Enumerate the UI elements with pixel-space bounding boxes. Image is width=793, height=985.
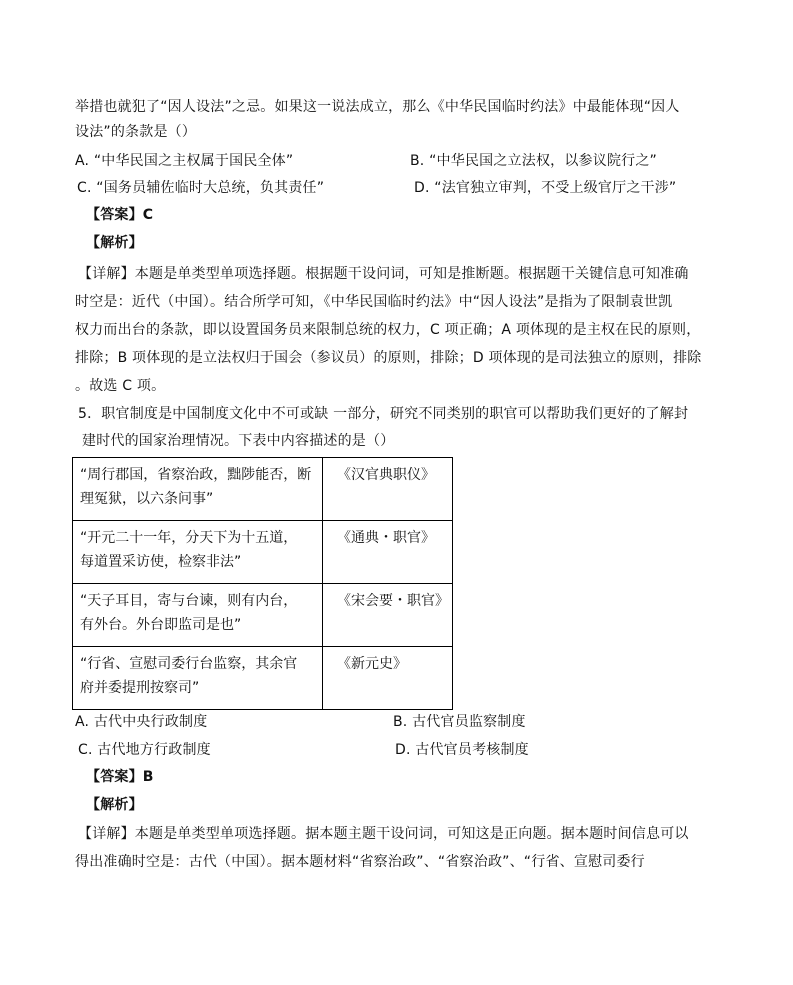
table-cell-source: 《通典・职官》 [323,521,453,584]
q4-detail-line: 权力而出台的条款，即以设置国务员来限制总统的权力，C 项正确；A 项体现的是主权在民的原则， [75,322,701,338]
q4-option-d: D. “法官独立审判，不受上级官厅之干涉” [414,180,677,196]
q4-detail-line: 时空是：近代（中国）。结合所学可知，《中华民国临时约法》中“因人设法”是指为了限制袁世凯 [75,294,673,310]
q5-detail-line: 【详解】本题是单类型单项选择题。据本题主题干设问词，可知这是正向题。据本题时间信息可以 [78,826,689,842]
q5-analysis-label: 【解析】 [86,797,143,813]
q5-option-d: D. 古代官员考核制度 [395,742,529,758]
q4-stem-line1: 举措也就犯了“因人设法”之忌。如果这一说法成立，那么《中华民国临时约法》中最能体现“因人 [75,99,680,115]
quote-line: 每道置采访使，检察非法” [80,554,242,570]
q5-detail-line: 得出准确时空是：古代（中国）。据本题材料“省察治政”、“省察治政”、“行省、宣慰司委行 [75,854,645,870]
table-cell-source: 《汉官典职仪》 [323,458,453,521]
quote-line: 理冤狱，以六条问事” [80,491,214,507]
table-cell-quote [73,584,323,647]
q4-detail-line: 排除；B 项体现的是立法权归于国会（参议员）的原则，排除；D 项体现的是司法独立的原则，排除 [75,350,702,366]
quote-line: “天子耳目，寄与台谏，则有内台， [80,593,298,609]
table-cell-source: 《宋会要・职官》 [323,584,453,647]
q5-stem-line1: 5．职官制度是中国制度文化中不可或缺 一部分，研究不同类别的职官可以帮助我们更好的了解封 [78,406,689,422]
q4-answer: 【答案】C [86,207,154,223]
quote-line: “行省、宣慰司委行台监察，其余官 [80,656,298,672]
quote-line: “周行郡国，省察治政，黜陟能否，断 [80,467,312,483]
q5-table [72,457,453,710]
q4-option-c: C. “国务员辅佐临时大总统，负其责任” [77,180,325,196]
q4-option-a: A. “中华民国之主权属于国民全体” [75,153,294,169]
quote-line: “开元二十一年，分天下为十五道， [80,530,298,546]
q4-stem-line2: 设法”的条款是（） [75,124,197,140]
table-cell-quote [73,647,323,710]
q5-option-b: B. 古代官员监察制度 [393,714,526,730]
table-row [73,647,453,710]
q4-option-b: B. “中华民国之立法权，以参议院行之” [410,153,658,169]
table-row [73,521,453,584]
q5-option-c: C. 古代地方行政制度 [78,742,211,758]
quote-line: 府并委提刑按察司” [80,680,200,696]
table-row [73,458,453,521]
table-row [73,584,453,647]
q5-stem-line2: 建时代的国家治理情况。下表中内容描述的是（） [82,433,395,449]
quote-line: 有外台。外台即监司是也” [80,617,242,633]
q4-detail-line: 。故选 C 项。 [75,378,166,394]
table-cell-source: 《新元史》 [323,647,453,710]
table-cell-quote [73,521,323,584]
q5-answer: 【答案】B [86,769,154,785]
q5-option-a: A. 古代中央行政制度 [75,714,208,730]
q4-detail-line: 【详解】本题是单类型单项选择题。根据题干设问词，可知是推断题。根据题干关键信息可知准确 [78,266,689,282]
q4-analysis-label: 【解析】 [86,235,143,251]
table-cell-quote [73,458,323,521]
